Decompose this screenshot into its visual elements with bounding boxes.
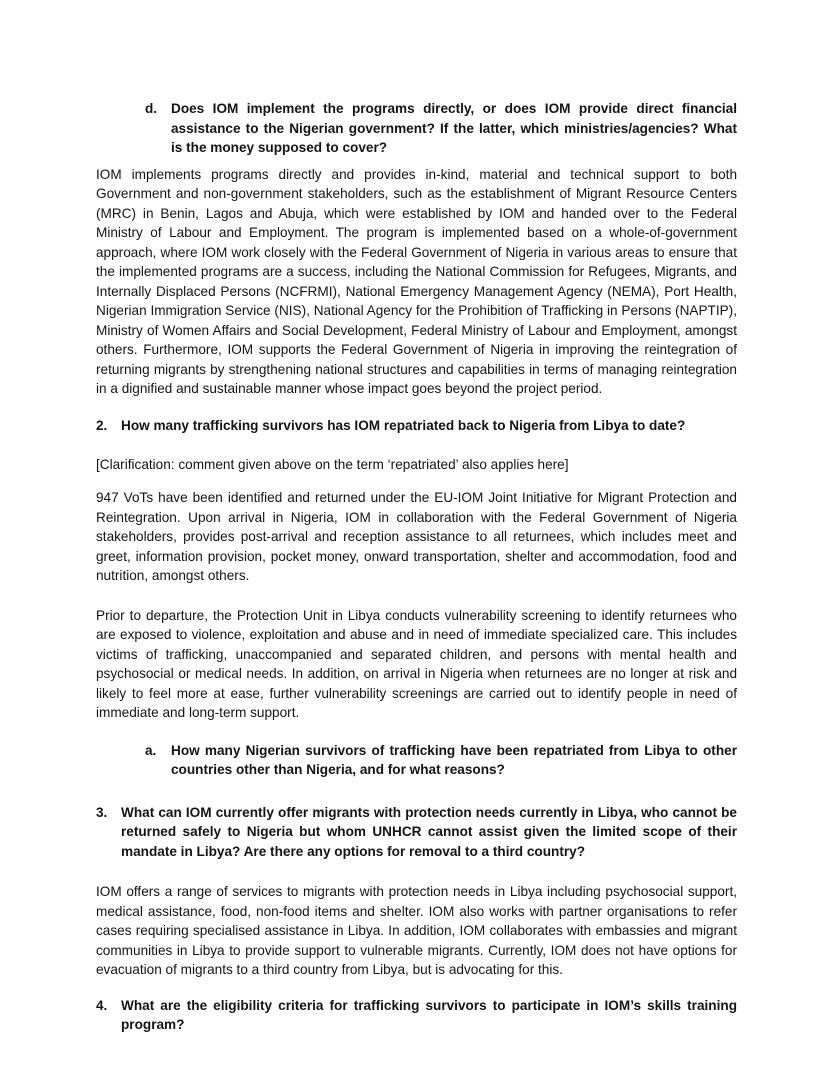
answer-paragraph-d: IOM implements programs directly and provides in-kind, material and technical support to both Government and non-government stakeholders, such as the establishment of Migrant Resource Centers (MRC) in Benin, Lagos and Abuja, which were established by IOM and handed over to the Federal Ministry of Labour and Employment. The program is implemented based on a whole-of-government approach, where IOM work closely with the Federal Government of Nigeria in various areas to ensure that the implemented programs are a success, including the National Commission for Refugees, Migrants, and Internally Displaced Persons (NCFRMI), National Emergency Management Agency (NEMA), Port Health, Nigerian Immigration Service (NIS), National Agency for the Prohibition of Trafficking in Persons (NAPTIP), Ministry of Women Affairs and Social Development, Federal Ministry of Labour and Employment, amongst others. Furthermore, IOM supports the Federal Government of Nigeria in improving the reintegration of returning migrants by strengthening national structures and capabilities in terms of managing reintegration in a dignified and sustainable manner whose impact goes beyond the project period. xyxy=(96,166,737,396)
answer-paragraph-2b: Prior to departure, the Protection Unit in Libya conducts vulnerability screening to identify returnees who are exposed to violence, exploitation and abuse and in need of immediate specialized care. This includes victims of trafficking, unaccompanied and separated children, and persons with mental health and psychosocial or medical needs. In addition, on arrival in Nigeria when returnees are no longer at risk and likely to feel more at ease, further vulnerability screenings are carried out to identify people in need of immediate and long-term support. xyxy=(96,607,737,721)
list-marker-d: d. xyxy=(145,101,158,116)
answer-paragraph-3: IOM offers a range of services to migrants with protection needs in Libya including psychosocial support, medical assistance, food, non-food items and shelter. IOM also works with partner organisations to refer cases requiring specialised assistance in Libya. In addition, IOM collaborates with embassies and migrant communities in Libya to provide support to vulnerable migrants. Currently, IOM does not have options for evacuation of migrants to a third country from Libya, but is advocating for this. xyxy=(96,884,737,978)
list-marker-2: 2. xyxy=(96,417,108,433)
question-item-4 xyxy=(96,996,737,1035)
clarification-note: [Clarification: comment given above on the term ‘repatriated’ also applies here] xyxy=(96,457,569,472)
question-item-2 xyxy=(96,416,737,436)
question-3-text: What can IOM currently offer migrants with protection needs currently in Libya, who cannot be returned safely to Nigeria but whom UNHCR cannot assist given the limited scope of their mandate in Libya? Are there any options for removal to a third country? xyxy=(121,804,737,859)
question-item-d xyxy=(96,99,737,158)
question-d-text: Does IOM implement the programs directly, or does IOM provide direct financial assistance to the Nigerian government? If the latter, which ministries/agencies? What is the money supposed to cover? xyxy=(171,101,737,155)
question-a-text: How many Nigerian survivors of trafficking have been repatriated from Libya to other countries other than Nigeria, and for what reasons? xyxy=(171,742,737,778)
question-item-3 xyxy=(96,803,737,862)
question-2-text: How many trafficking survivors has IOM repatriated back to Nigeria from Libya to date? xyxy=(121,417,686,433)
list-marker-4: 4. xyxy=(96,997,108,1013)
question-4-text: What are the eligibility criteria for trafficking survivors to participate in IOM’s skills training program? xyxy=(121,997,737,1033)
answer-paragraph-2a: 947 VoTs have been identified and returned under the EU-IOM Joint Initiative for Migrant Protection and Reintegration. Upon arrival in Nigeria, IOM in collaboration with the Federal Government of Nigeria stakeholders, provides post-arrival and reception assistance to all returnees, which includes meet and greet, information provision, pocket money, onward transportation, shelter and accommodation, food and nutrition, amongst others. xyxy=(96,490,737,584)
list-marker-3: 3. xyxy=(96,804,108,820)
question-item-a xyxy=(96,741,737,780)
list-marker-a: a. xyxy=(145,742,157,758)
